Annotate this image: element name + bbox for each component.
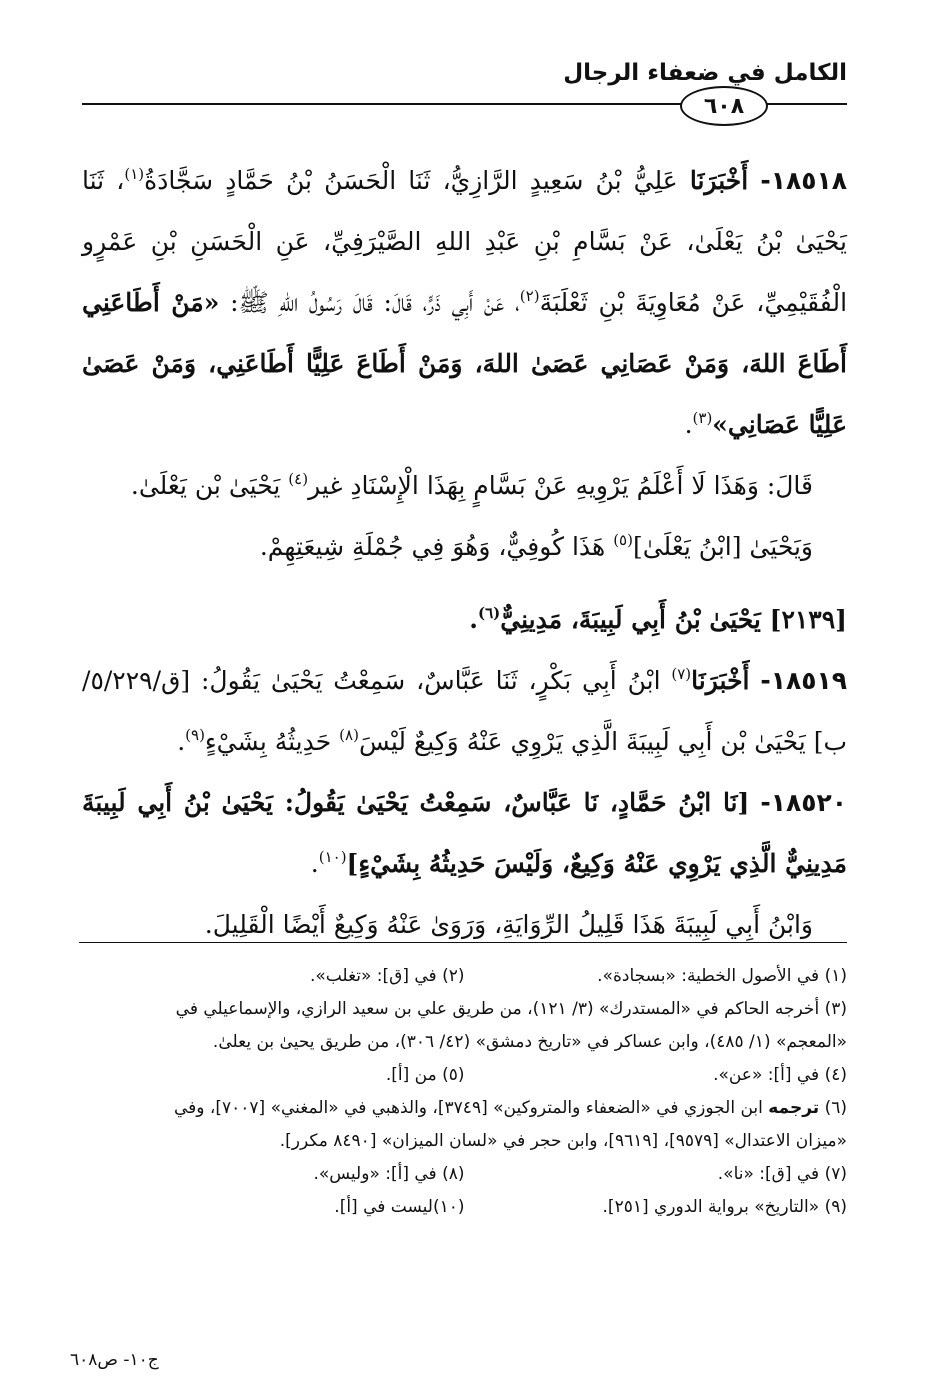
footnote-1: (١) في الأصول الخطية: «بسجادة». <box>597 966 847 986</box>
footnote-ref-10[interactable]: (١٠) <box>318 848 347 866</box>
comment-text-end: هَذَا كُوفِيٌّ، وَهُوَ فِي جُمْلَةِ شِيعَتِهِمْ. <box>259 532 606 561</box>
footnote-6-text: ابن الجوزي في «الضعفاء والمتروكين» [٣٧٤٩]، والذهبي في «المغني» [٧٠٠٧]، وفي <box>173 1098 763 1118</box>
footnote-6 <box>82 1092 847 1125</box>
comment-text: قَالَ: وَهَذَا لَا أَعْلَمُ يَرْوِيهِ عَنْ بَسَّامٍ بِهَذَا الْإِسْنَادِ غير <box>308 471 813 500</box>
footnote-row <box>82 960 847 993</box>
footnote-ref-4[interactable]: (٤) <box>288 470 309 488</box>
footnote-6-number: (٦) <box>824 1098 847 1118</box>
footnote-row <box>82 1059 847 1092</box>
page-number-badge: ٦٠٨ <box>680 86 768 126</box>
isnad-text-cont: ، ثَنَا يَحْيَىٰ بْنُ يَعْلَىٰ، عَنْ بَسَّامِ بْنِ عَبْدِ اللهِ الصَّيْرَفِيِّ، عَنِ الْحَسَنِ بْنِ عَمْرٍو الْفُقَيْمِيِّ، عَنْ مُعَاوِيَةَ بْنِ ثَعْلَبَةَ <box>82 166 848 317</box>
isnad-text-end: ، عَنْ أَبِي ذَرٍّ، قَالَ: قَالَ رَسُولُ اللهِ ﷺ: <box>230 288 520 317</box>
entry-number: ١٨٥١٨- <box>760 166 848 195</box>
biography-id: [٢١٣٩] <box>769 605 847 634</box>
footnote-row <box>82 1158 847 1191</box>
narration-lead: أَخْبَرَنَا <box>689 166 749 195</box>
footnote-6-bold: ترجمه <box>768 1098 820 1118</box>
period: . <box>684 410 693 439</box>
isnad-text: عَلِيُّ بْنُ سَعِيدٍ الرَّازِيُّ، ثَنَا الْحَسَنُ بْنُ حَمَّادٍ سَجَّادَةُ <box>144 166 678 195</box>
footnote-2: (٢) في [ق]: «تغلب». <box>309 966 465 986</box>
period: . <box>469 605 478 634</box>
comment-2 <box>82 516 847 577</box>
footnote-5: (٥) من [أ]. <box>385 1065 465 1085</box>
entry-18519 <box>82 650 847 772</box>
main-text <box>82 150 847 955</box>
period: . <box>310 849 319 878</box>
biography-heading <box>82 589 847 650</box>
footnote-ref-8[interactable]: (٨) <box>339 726 359 744</box>
hadith-text: «مَنْ أَطَاعَنِي أَطَاعَ اللهَ، وَمَنْ عَصَانِي عَصَىٰ اللهَ، وَمَنْ أَطَاعَ عَلِيًّا أَطَاعَنِي، وَمَنْ عَصَىٰ عَلِيًّا عَصَانِي» <box>82 288 847 439</box>
footnote-ref-3[interactable]: (٣) <box>692 409 713 427</box>
entry-18518 <box>82 150 847 455</box>
footnote-ref-2[interactable]: (٢) <box>519 287 540 305</box>
footnote-7: (٧) في [ق]: «نا». <box>717 1164 847 1184</box>
footnote-ref-1[interactable]: (١) <box>124 165 145 183</box>
biography-name: يَحْيَىٰ بْنُ أَبِي لَبِيبَةَ، مَدِينِيٌّ <box>500 605 761 634</box>
footnote-3-cont: «المعجم» (١/ ٤٨٥)، وابن عساكر في «تاريخ دمشق» (٤٢/ ٣٠٦)، من طريق يحيىٰ بن يعلىٰ. <box>212 1032 847 1052</box>
running-title: الكامل في ضعفاء الرجال <box>563 60 847 86</box>
footnote-ref-5[interactable]: (٥) <box>613 531 633 549</box>
footnote-3: (٣) أخرجه الحاكم في «المستدرك» (٣/ ١٢١)، من طريق علي بن سعيد الرازي، والإسماعيلي في <box>175 999 847 1019</box>
footnotes <box>82 960 847 1224</box>
comment-text-end: يَحْيَىٰ بْن يَعْلَىٰ. <box>130 471 281 500</box>
footnote-rule <box>79 942 847 943</box>
period: . <box>177 727 186 756</box>
footnote-ref-7[interactable]: (٧) <box>671 665 692 683</box>
entry-text: [نَا ابْنُ حَمَّادٍ، نَا عَبَّاسٌ، سَمِعْتُ يَحْيَىٰ يَقُولُ: يَحْيَىٰ بْنُ أَبِي لَبِيبَةَ مَدِينِيٌّ الَّذِي يَرْوِي عَنْهُ وَكِيعٌ، وَلَيْسَ حَدِيثُهُ بِشَيْءٍ] <box>82 788 847 878</box>
footnote-ref-9[interactable]: (٩) <box>185 726 205 744</box>
comment-text: وَيَحْيَىٰ [ابْنُ يَعْلَىٰ] <box>632 532 813 561</box>
footnote-9: (٩) «التاريخ» برواية الدوري [٢٥١]. <box>602 1197 847 1217</box>
footnote-6-cont: «ميزان الاعتدال» [٩٥٧٩]، [٩٦١٩]، وابن حجر في «لسان الميزان» [٨٤٩٠ مكرر]. <box>279 1131 847 1151</box>
footnote-10: (١٠)ليست في [أ]. <box>334 1197 465 1217</box>
footnote-4: (٤) في [أ]: «عن». <box>713 1065 847 1085</box>
entry-text: ابْنُ أَبِي بَكْرٍ، ثَنَا عَبَّاسٌ، سَمِعْتُ يَحْيَىٰ يَقُولُ: [ق/٥/٢٢٩/ب] يَحْيَىٰ بْن أَبِي لَبِيبَةَ الَّذِي يَرْوِي عَنْهُ وَكِيعٌ لَيْسَ <box>82 666 847 756</box>
entry-text-end: حَدِيثُهُ بِشَيْءٍ <box>204 727 332 756</box>
narration-lead: أَخْبَرَنَا <box>691 666 750 695</box>
comment-1 <box>82 455 847 516</box>
entry-number: ١٨٥٢٠- <box>760 788 847 817</box>
footnote-row <box>82 1191 847 1224</box>
comment-3: وَابْنُ أَبِي لَبِيبَةَ هَذَا قَلِيلُ الرِّوَايَةِ، وَرَوَىٰ عَنْهُ وَكِيعٌ أَيْضًا الْقَلِيلَ. <box>204 910 813 939</box>
entry-18520 <box>82 772 847 894</box>
entry-number: ١٨٥١٩- <box>760 666 848 695</box>
page-footer: ج١٠- ص٦٠٨ <box>70 1350 159 1370</box>
footnote-8: (٨) في [أ]: «وليس». <box>313 1164 465 1184</box>
footnote-ref-6[interactable]: (٦) <box>477 604 501 622</box>
